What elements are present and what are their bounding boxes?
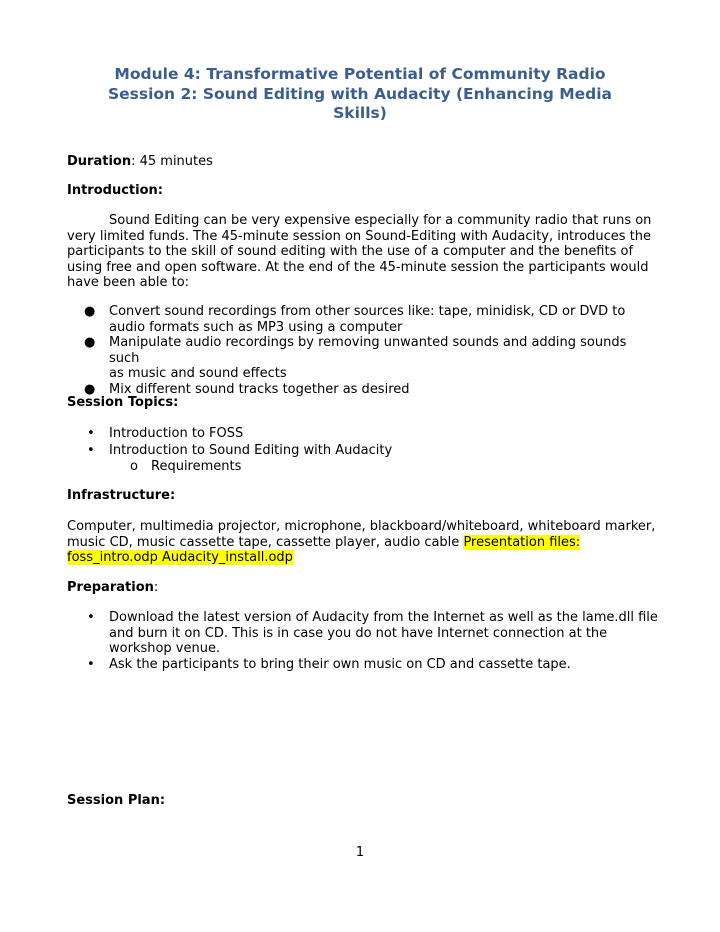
intro-line-2: very limited funds. The 45-minute session on Sound-Editing with Audacity, introduces the [67,228,652,244]
bullet-icon: • [87,656,95,672]
presentation-files-list: foss_intro.odp Audacity_install.odp [67,550,293,565]
title-line-2: Session 2: Sound Editing with Audacity (Enhancing Media [107,84,613,103]
duration-line [67,154,652,170]
infrastructure-line-2 [67,535,680,551]
subitem-requirements: Requirements [151,459,242,474]
infrastructure-paragraph [67,519,680,566]
objective-2-line-1: Manipulate audio recordings by removing unwanted sounds and adding sounds such [109,335,627,366]
intro-line-5: have been able to: [67,275,190,290]
document-title [60,65,660,124]
list-item [67,610,660,657]
list-item [67,426,652,442]
preparation-heading-label: Preparation [67,580,154,595]
bullet-icon: ● [84,304,96,319]
list-item [67,304,652,335]
preparation-heading [67,580,652,596]
bullet-icon: • [87,442,95,458]
infrastructure-text: music CD, music cassette tape, cassette player, audio cable [67,534,464,550]
preparation-colon: : [153,580,159,595]
intro-line-3: participants to the skill of sound editing with the use of a computer and the benefits of [67,244,634,259]
objective-1-line-1: Convert sound recordings from other sources like: tape, minidisk, CD or DVD to [109,304,626,319]
bullet-icon: ● [84,381,96,397]
prep-2-line-1: Ask the participants to bring their own music on CD and cassette tape. [109,656,571,672]
list-item [67,443,652,459]
subitem-marker: o [130,459,138,474]
topic-1: Introduction to FOSS [109,426,244,441]
infrastructure-heading: Infrastructure: [67,488,176,503]
bullet-icon: • [87,426,95,441]
prep-1-line-2: and burn it on CD. This is in case you do not have Internet connection at the [109,625,608,641]
list-item [67,657,660,673]
title-line-3: Skills) [333,104,387,122]
session-plan-heading: Session Plan: [67,793,166,808]
duration-value: : 45 minutes [131,154,213,169]
objective-3-line-1: Mix different sound tracks together as desired [109,381,410,397]
page-number: 1 [355,845,365,860]
objective-2-line-2: as music and sound effects [109,366,287,381]
introduction-paragraph [67,213,652,291]
objectives-list [67,304,652,397]
intro-line-4: using free and open software. At the end of the 45-minute session the participants would [67,259,649,275]
topic-2: Introduction to Sound Editing with Audacity [109,442,393,458]
presentation-files-label: Presentation files: [463,534,581,550]
title-line-1: Module 4: Transformative Potential of Community Radio [114,65,606,83]
prep-1-line-3: workshop venue. [109,641,221,656]
prep-1-line-1: Download the latest version of Audacity from the Internet as well as the lame.dll file [109,610,658,625]
session-topics-heading: Session Topics: [67,395,179,410]
preparation-list [67,610,660,672]
infrastructure-line-3 [67,550,680,566]
session-topics-list [67,426,652,458]
list-item [67,335,652,382]
bullet-icon: ● [84,335,96,350]
bullet-icon: • [87,610,95,625]
intro-line-1: Sound Editing can be very expensive especially for a community radio that runs on [109,213,652,228]
objective-1-line-2: audio formats such as MP3 using a computer [109,319,403,335]
introduction-heading: Introduction: [67,183,163,198]
infrastructure-line-1: Computer, multimedia projector, microphone, blackboard/whiteboard, whiteboard marker, [67,519,656,534]
duration-label: Duration [67,154,132,169]
